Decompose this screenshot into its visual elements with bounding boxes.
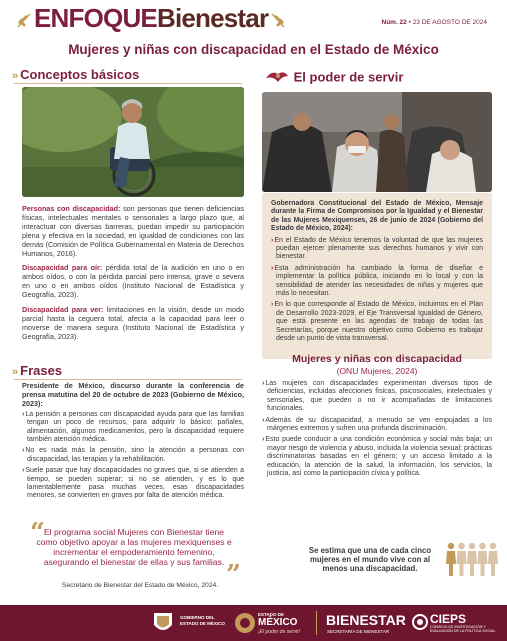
- bullet-item: › La pensión a personas con discapacidad ayuda para que las familias tengan un poco de recursos, para adquirir lo básico: pañales, alimentación, algunos medicamentos, pero la discapacidad requiere también atención médica.: [22, 411, 244, 445]
- divider: [14, 83, 242, 84]
- section-title-poder: [264, 68, 403, 88]
- footer-tagline: ¡El poder de servir!: [258, 629, 301, 635]
- issue-info: [382, 19, 488, 26]
- definition-item: [22, 264, 244, 300]
- photo-woman-wheelchair: [22, 87, 244, 197]
- photo-women-wheelchairs: [262, 92, 492, 192]
- estado-logo-icon: [234, 611, 256, 635]
- footer-divider: [316, 611, 317, 635]
- definition-text: son personas que tienen deficiencias físicas, intelectuales mentales o sensoriales a largo plazo que, al interactuar con diversas barreras, puedan impedir su participación plena y efectiva en la sociedad, en igualdad de condiciones con las demás (Comisión de Política Gubernamental en Materia de Derechos Humanos, 2016).: [22, 204, 244, 258]
- poder-emblem-icon: [264, 68, 290, 88]
- chevron-icon: »: [12, 366, 19, 378]
- statistic-callout: Se estima que una de cada cinco mujeres en el mundo vive con al menos una discapacidad.: [308, 546, 432, 574]
- issue-number: Núm. 22: [381, 19, 407, 26]
- definition-term: Discapacidad para ver:: [22, 305, 104, 315]
- laurel-right-icon: [268, 10, 288, 30]
- definition-term: Discapacidad para oír:: [22, 263, 103, 273]
- quote-open-icon: “: [30, 518, 45, 548]
- section-label: El poder de servir: [293, 69, 404, 85]
- divider: [14, 379, 242, 380]
- bullet-item: › Las mujeres con discapacidades experimentan diversos tipos de deficiencias, incluidas afecciones físicas, psicosociales, intelectuales y sensoriales, que pueden o no ir acompañadas de limitaciones funcionales.: [262, 380, 492, 414]
- logo-bienestar: Bienestar: [156, 3, 269, 33]
- chevron-icon: »: [12, 70, 19, 82]
- main-title: Mujeres y niñas con discapacidad en el Estado de México: [68, 42, 439, 57]
- onu-title: Mujeres y niñas con discapacidad: [292, 353, 462, 365]
- bullet-item: › No es nada más la pensión, sino la atención a personas con discapacidad, las terapias y la rehabilitación.: [22, 447, 244, 464]
- footer-gob-label: GOBIERNO DEL ESTADO DE MÉXICO: [180, 615, 225, 626]
- women-figures-icon: [446, 540, 498, 578]
- footer-secretaria-label: SECRETARÍA DE BIENESTAR: [327, 629, 390, 634]
- footer-bienestar-label: BIENESTAR: [326, 612, 406, 628]
- section-title-conceptos: [12, 67, 139, 82]
- footer-cieps-label: CIEPS: [430, 612, 467, 626]
- bullet-item: › Además de su discapacidad, a menudo se ven empujadas a los márgenes extremos y sufren una profunda discriminación.: [262, 417, 492, 434]
- state-seal-icon: [152, 611, 174, 635]
- bullet-item: › Esto puede conducir a una condición económica y social más baja; un mayor riesgo de violencia y abuso, incluida la violencia sexual; prácticas discriminatorias basadas en el género; y un acceso limitado a la educación, la atención de la salud, la información, los servicios, la justicia, así como la participación cívica y política.: [262, 436, 492, 478]
- definition-term: Personas con discapacidad:: [22, 204, 121, 213]
- laurel-left-icon: [14, 10, 34, 30]
- quote-close-icon: ”: [226, 560, 241, 590]
- definition-text: limitaciones en la visión, desde un modo parcial hasta la ceguera total, afecta a la capacidad para leer o moverse de manera segura (Instituto Nacional de Estadística y Geografía, 2023).: [22, 305, 245, 341]
- header: [0, 0, 507, 34]
- bullet-item: › En lo que corresponde al Estado de México, incluimos en el Plan de Desarrollo 2023-2029, el Eje Transversal Igualdad de Género, que está presente en las agendas de trabajo de todas las Secretarías, porque nuestro objetivo como Gobierno es trabajar desde un punto de vista transversal.: [271, 301, 483, 343]
- bullet-item: › En el Estado de México tenemos la voluntad de que las mujeres puedan ejercer plenamente sus derechos humanos y vivir con bienestar.: [271, 237, 483, 262]
- onu-body: [262, 380, 492, 481]
- footer-estado-label: ESTADO DE: [258, 612, 284, 617]
- issue-date: • 23 DE AGOSTO DE 2024: [408, 19, 487, 26]
- bullet-item: › Esta administración ha cambiado la forma de diseñar e implementar la política pública, iniciando en lo local y con la sensibilidad de atender las necesidades de niñas y mujeres que más lo necesitan.: [271, 265, 483, 299]
- conceptos-body: [22, 205, 244, 348]
- definition-item: [22, 205, 244, 258]
- cieps-logo-icon: [412, 614, 428, 630]
- highlight-quote: El programa social Mujeres con Bienestar tiene como objetivo apoyar a las mujeres mexiquenses e incrementar el empoderamiento femenino, asegurando el bienestar de ellas y sus familias.: [36, 527, 232, 567]
- logo-enfoque: ENFOQUE: [34, 3, 157, 33]
- publication-logo: [14, 3, 288, 34]
- section-title-frases: [12, 363, 62, 378]
- poder-quote-box: [262, 193, 492, 359]
- poder-intro: Gobernadora Constitucional del Estado de México, Mensaje durante la Firma de Compromisos por la Igualdad y el Bienestar de las Mujeres Mexiquenses, 26 de junio de 2024 (Gobierno del Estado de México, 2024):: [271, 200, 483, 233]
- frases-body: [22, 382, 244, 504]
- footer: [0, 605, 507, 641]
- onu-subtitle: (ONU Mujeres, 2024): [336, 366, 418, 376]
- section-label: Conceptos básicos: [20, 67, 140, 82]
- quote-source: Secretario de Bienestar del Estado de México, 2024.: [61, 582, 219, 589]
- footer-cieps-sub: CONSEJO DE INVESTIGACIÓN Y EVALUACIÓN DE LA POLÍTICA SOCIAL: [430, 625, 496, 634]
- definition-item: [22, 306, 244, 342]
- definition-text: pérdida total de la audición en uno o en ambos oídos, o con la pérdida parcial pero intensa, grave o severa en uno o en ambos oídos (Instituto Nacional de Estadística y Geografía, 2023).: [22, 263, 244, 300]
- footer-mexico-label: MÉXICO: [258, 617, 298, 628]
- bullet-item: › Suele pasar que hay discapacidades no graves que, si se atienden a tiempo, se pueden superar; si no se atienden, y es lo que lamentablemente pasa muchas veces, esas discapacidades menores, se convierten en graves por falta de atención médica.: [22, 467, 244, 501]
- section-label: Frases: [20, 363, 63, 378]
- frases-intro: Presidente de México, discurso durante la conferencia de prensa matutina del 20 de octubre de 2023 (Gobierno de México, 2023):: [22, 381, 244, 408]
